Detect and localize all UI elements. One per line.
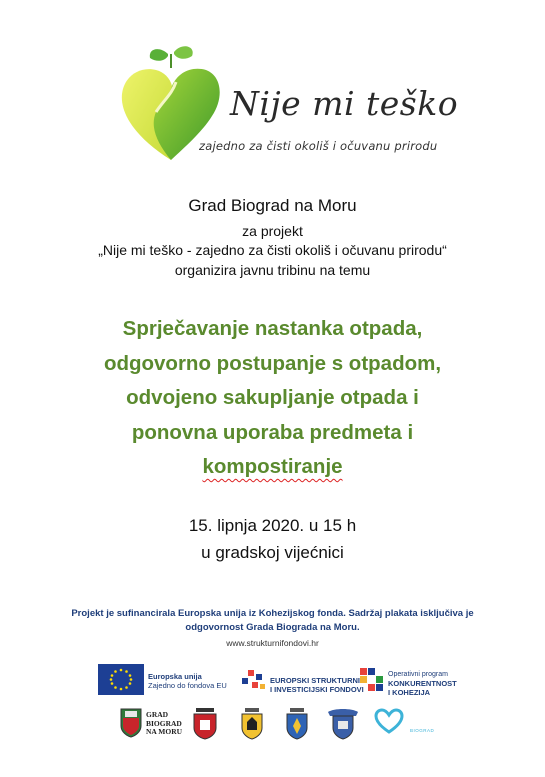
grad-label-2: BIOGRAD [146, 718, 182, 728]
op-label-3: I KOHEZIJA [388, 688, 431, 697]
topic-line-2: odgovorno postupanje s otpadom, [103, 351, 442, 375]
organizer-title: Grad Biograd na Moru [188, 196, 357, 215]
grad-label-1: GRAD [146, 710, 169, 719]
op-mark-icon [360, 668, 384, 692]
esif-label-1: EUROPSKI STRUKTURNI [270, 676, 361, 685]
eu-label-1: Europska unija [148, 672, 202, 681]
logo-tagline: zajedno za čisti okoliš i očuvanu prirodu [199, 139, 438, 153]
topic-line-5: kompostiranje [202, 455, 343, 478]
op-label-1: Operativni program [388, 671, 448, 678]
funding-url: www.strukturnifondovi.hr [226, 638, 319, 648]
intro-line-3: organizira javnu tribinu na temu [174, 262, 371, 278]
logo-title: Nije mi teško [230, 84, 459, 123]
intro-line-2: „Nije mi teško - zajedno za čisti okoliš i očuvanu prirodu“ [98, 242, 447, 258]
municipality-emblem-1-icon [192, 708, 218, 740]
topic-line-1: Sprječavanje nastanka otpada, [122, 317, 423, 340]
esif-mark-icon [240, 670, 268, 692]
event-date: 15. lipnja 2020. u 15 h [188, 516, 357, 535]
topic-line-3: odvojeno sakupljanje otpada i [126, 386, 419, 409]
funding-line-1: Projekt je sufinancirala Europska unija iz Kohezijskog fonda. Sadržaj plakata isključiva je [71, 608, 474, 619]
eu-flag-icon [98, 664, 144, 695]
topic-headline [0, 312, 545, 485]
op-label-2: KONKURENTNOST [388, 679, 457, 688]
heart-outline-icon [374, 708, 404, 734]
topic-line-4: ponovna uporaba predmeta i [131, 420, 414, 444]
municipality-emblem-3-icon [286, 708, 308, 740]
biograd-coat-of-arms-icon [120, 708, 142, 738]
esif-label-2: I INVESTICIJSKI FONDOVI [270, 685, 364, 694]
event-place: u gradskoj vijećnici [201, 543, 344, 562]
funding-line-2: odgovornost Grada Biograda na Moru. [185, 622, 360, 633]
municipality-emblem-2-icon [241, 708, 263, 740]
biograd-small-label: BIOGRAD [410, 728, 435, 733]
funding-statement [0, 607, 545, 635]
intro-line-1: za projekt [242, 223, 303, 239]
municipality-emblem-4-icon [326, 708, 360, 740]
eu-label-2: Zajedno do fondova EU [148, 681, 227, 690]
grad-label-3: NA MORU [146, 727, 183, 736]
